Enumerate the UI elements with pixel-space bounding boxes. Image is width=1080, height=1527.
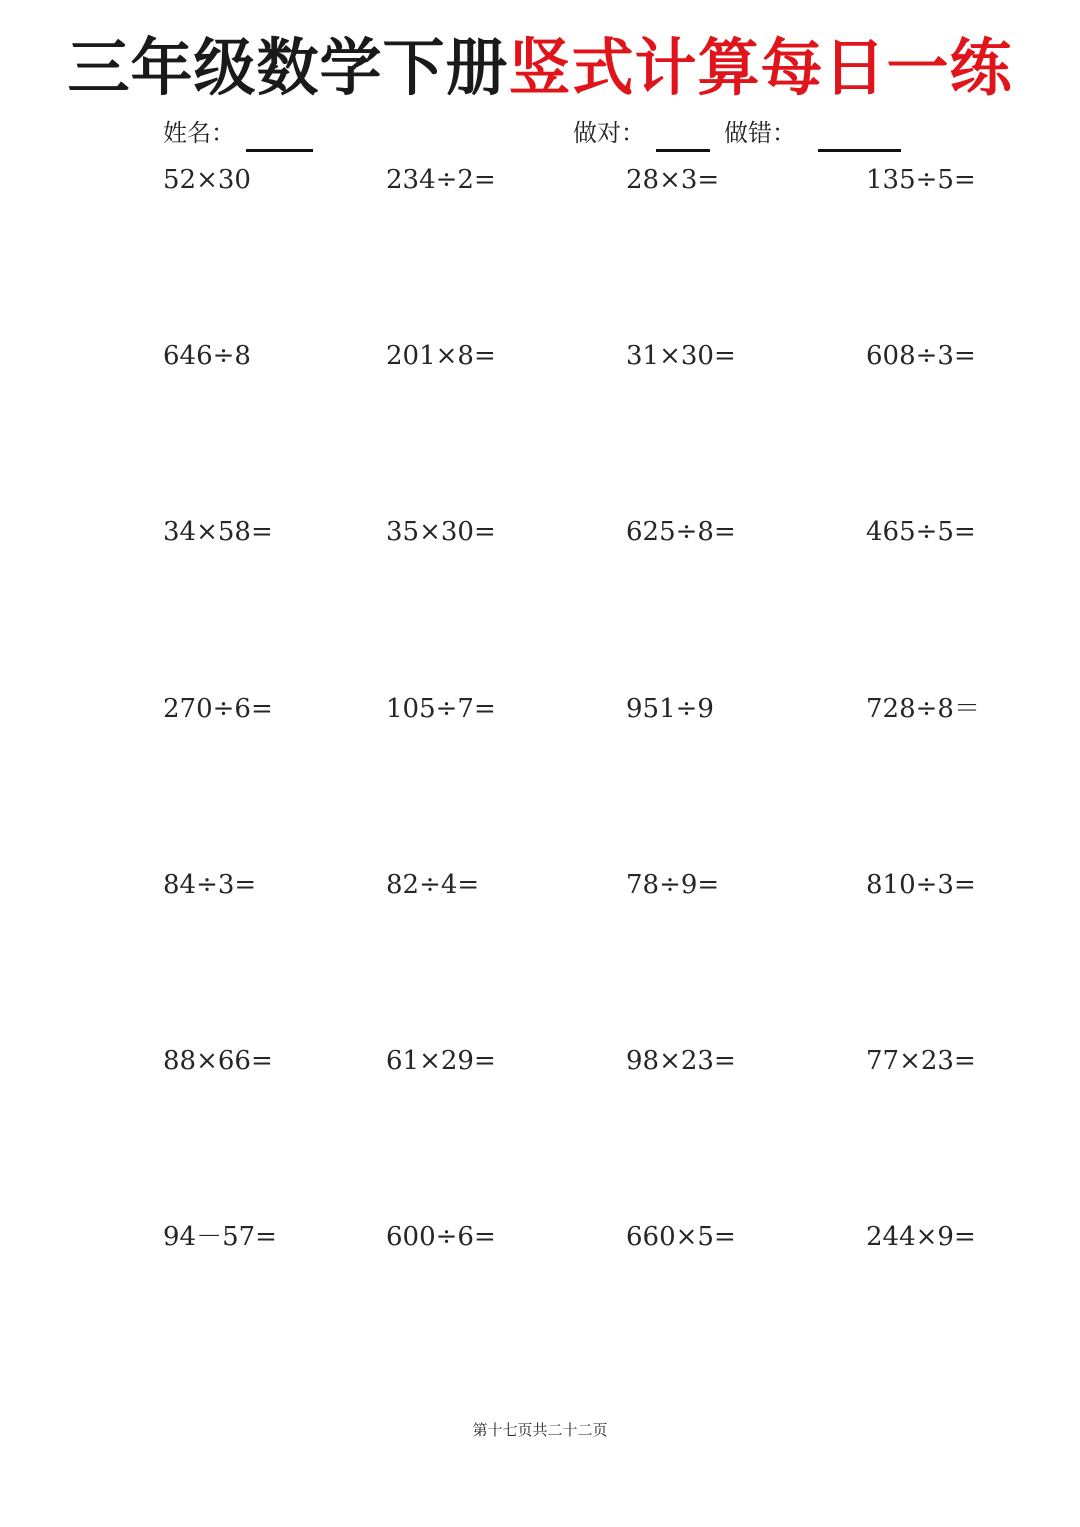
math-problem: 270÷6=: [163, 694, 273, 724]
math-problem: 728÷8＝: [866, 694, 980, 724]
name-blank-line[interactable]: [246, 149, 313, 152]
math-problem: 88×66=: [163, 1046, 273, 1076]
math-problem: 465÷5=: [866, 517, 976, 547]
math-problem: 234÷2=: [386, 165, 496, 195]
wrong-count-blank-line[interactable]: [818, 149, 901, 152]
math-problem: 84÷3=: [163, 870, 257, 900]
math-problem: 660×5=: [626, 1222, 736, 1252]
name-label: 姓名：: [163, 119, 235, 147]
math-problem: 82÷4=: [386, 870, 480, 900]
math-problem: 28×3=: [626, 165, 720, 195]
correct-count-blank-line[interactable]: [656, 149, 710, 152]
math-problem: 52×30: [163, 165, 251, 195]
title-grade-subject: 三年级数学下册: [67, 31, 509, 104]
math-problem: 951÷9: [626, 694, 714, 724]
math-problem: 608÷3=: [866, 341, 976, 371]
math-problem: 600÷6=: [386, 1222, 496, 1252]
math-problem: 810÷3=: [866, 870, 976, 900]
math-problem: 34×58=: [163, 517, 273, 547]
page-number: 第十七页共二十二页: [472, 1421, 608, 1439]
correct-count-label: 做对：: [573, 119, 645, 147]
math-problem: 61×29=: [386, 1046, 496, 1076]
math-problem: 105÷7=: [386, 694, 496, 724]
math-problem: 78÷9=: [626, 870, 720, 900]
math-problem: 94－57=: [163, 1222, 277, 1252]
math-problem: 31×30=: [626, 341, 736, 371]
worksheet-title: [0, 26, 1080, 110]
math-problem: 244×9=: [866, 1222, 976, 1252]
math-problem: 77×23=: [866, 1046, 976, 1076]
math-problem: 646÷8: [163, 341, 251, 371]
math-problem: 625÷8=: [626, 517, 736, 547]
math-problem: 98×23=: [626, 1046, 736, 1076]
title-practice-name: 竖式计算每日一练: [508, 31, 1013, 104]
math-problem: 135÷5=: [866, 165, 976, 195]
math-problem: 201×8=: [386, 341, 496, 371]
wrong-count-label: 做错：: [724, 119, 796, 147]
math-problem: 35×30=: [386, 517, 496, 547]
